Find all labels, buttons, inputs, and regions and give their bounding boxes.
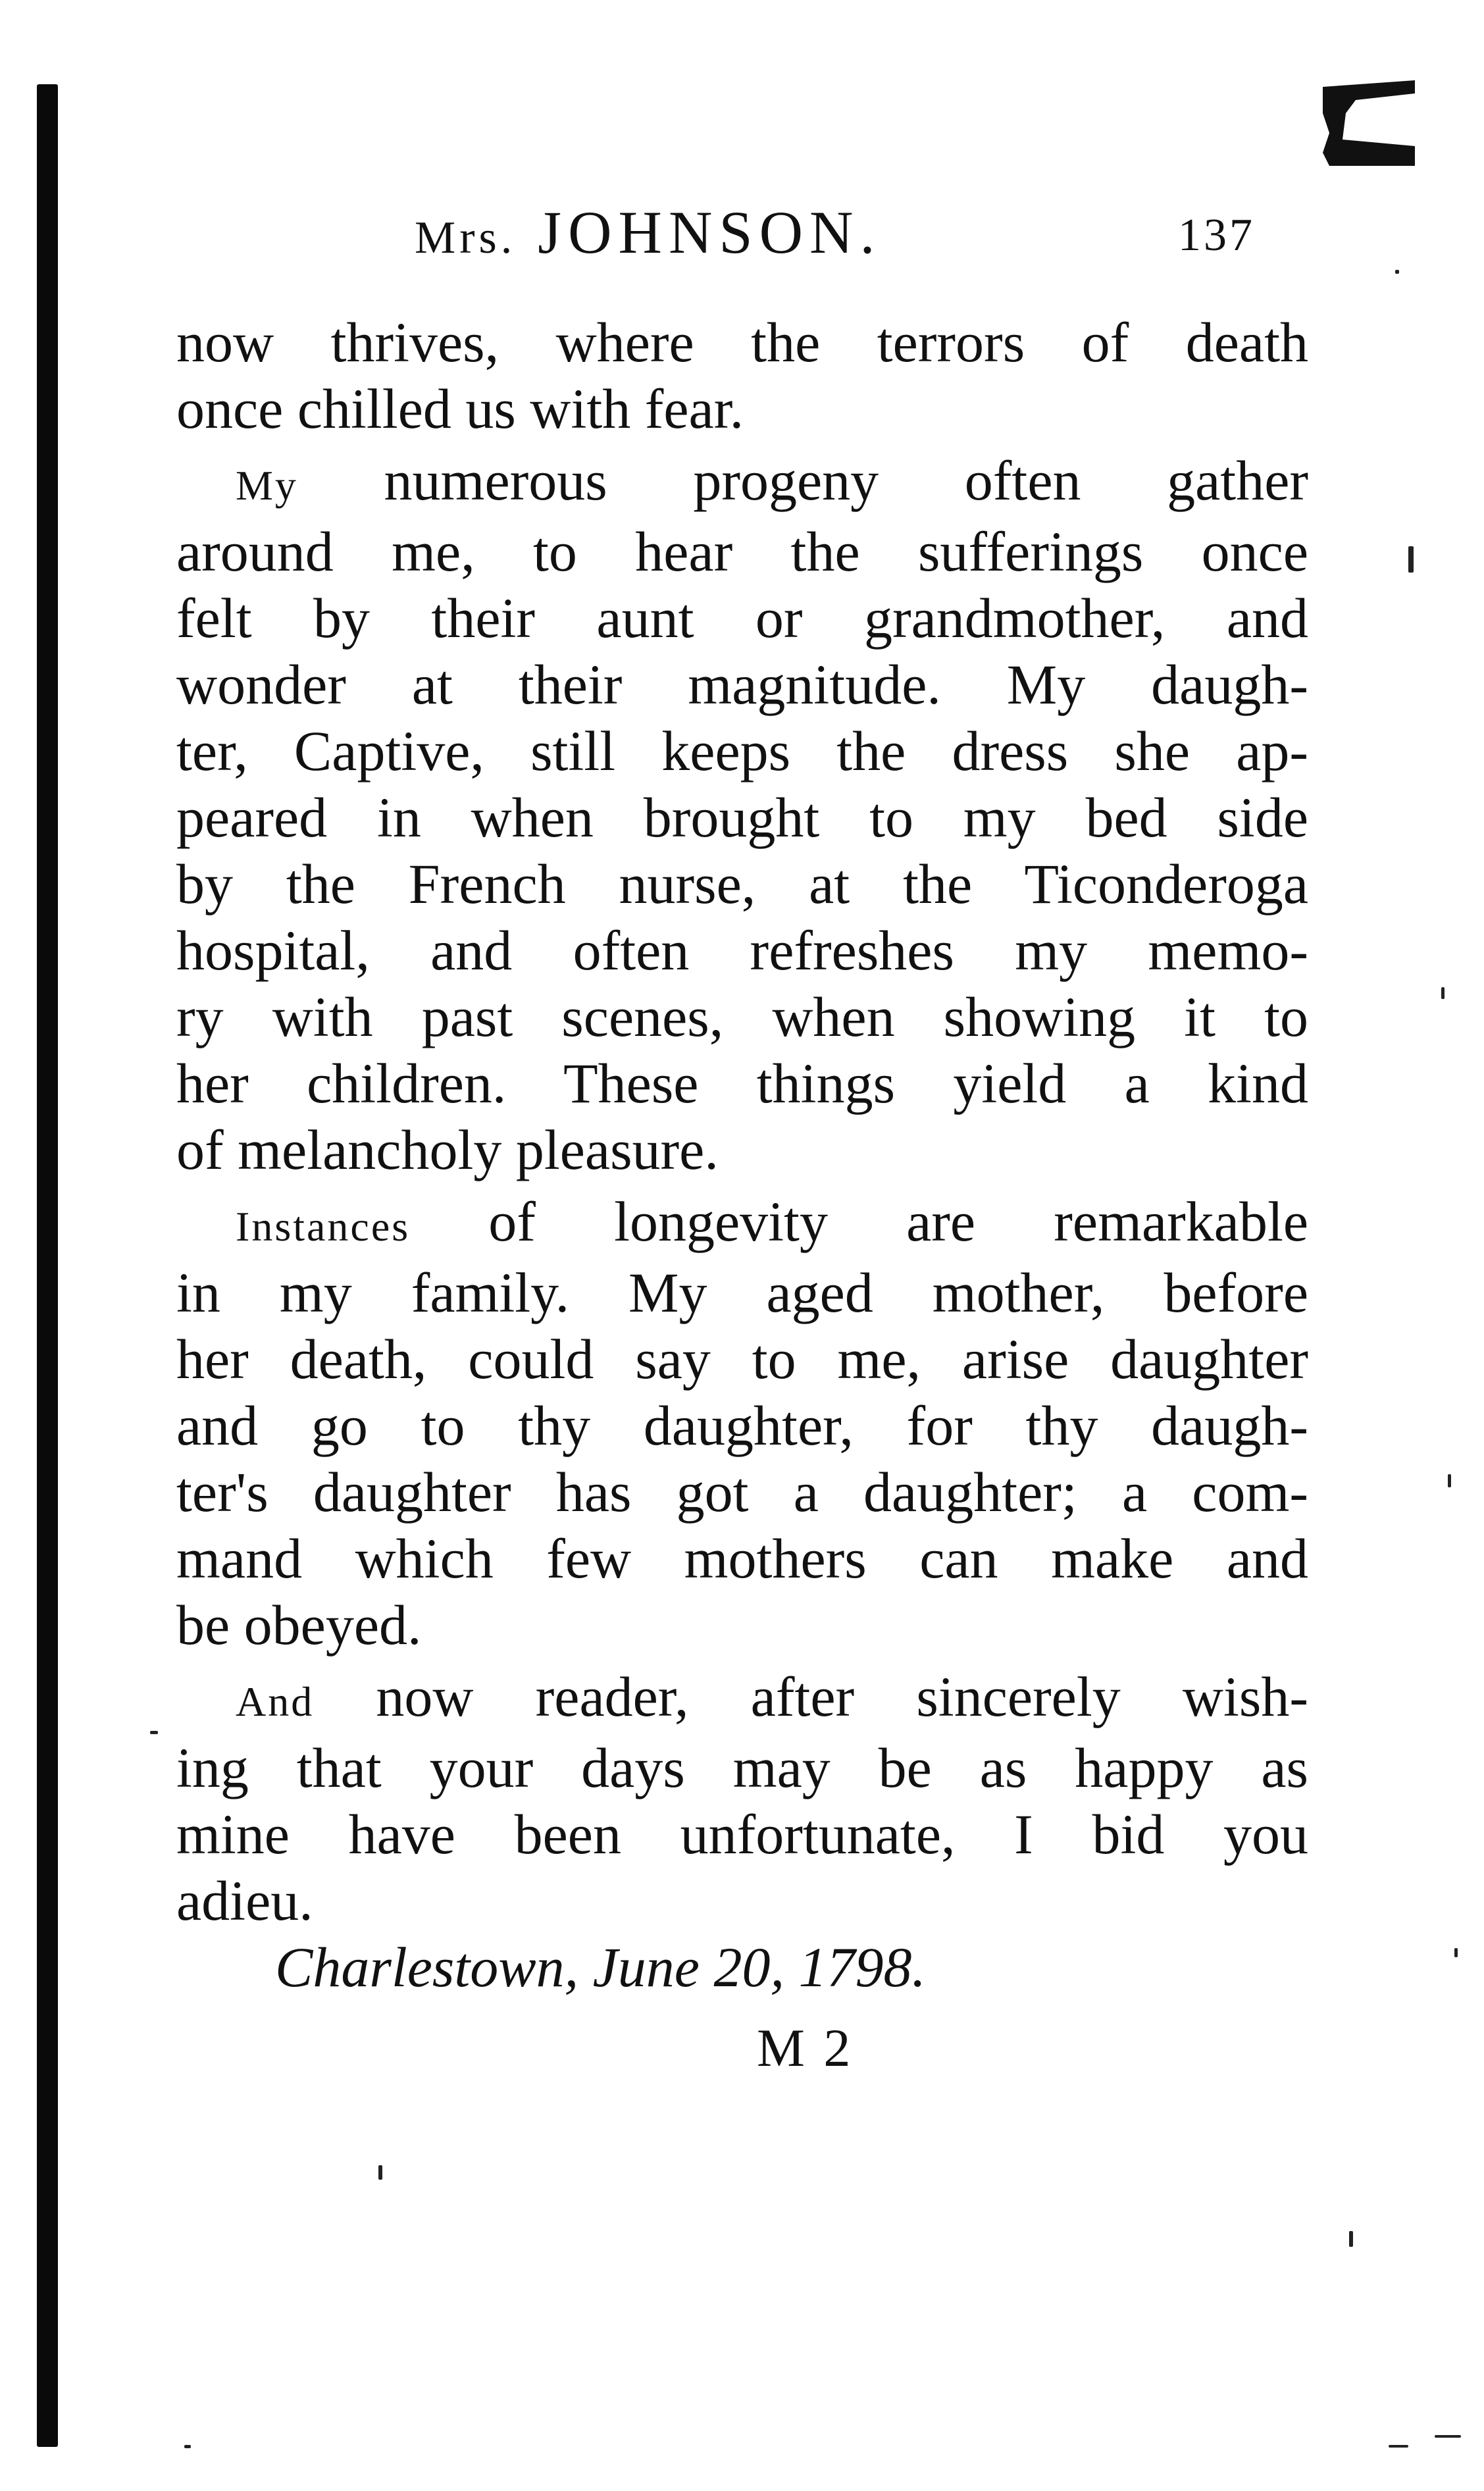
running-head — [415, 197, 881, 267]
scan-speck — [1349, 2231, 1353, 2247]
text-line: her children. These things yield a kind — [176, 1052, 1308, 1115]
scan-speck — [184, 2445, 191, 2448]
text-line: peared in when brought to my bed side — [176, 786, 1308, 849]
paragraph-lead: Instances — [236, 1203, 411, 1250]
paragraph-1 — [176, 309, 1308, 442]
text-line: her death, could say to me, arise daughter — [176, 1327, 1308, 1391]
dateline — [176, 1934, 1308, 2001]
page-number: 137 — [1178, 210, 1255, 261]
running-head-name: JOHNSON. — [538, 199, 882, 266]
signature-mark: M 2 — [757, 2018, 854, 2078]
scan-speck — [1448, 1474, 1451, 1487]
text-run: of longevity are remarkable — [488, 1190, 1309, 1253]
scan-speck — [1395, 270, 1399, 274]
scan-speck — [1389, 2445, 1408, 2448]
text-line: ter, Captive, still keeps the dress she ap- — [176, 719, 1308, 783]
page-edge-rule — [37, 84, 58, 2447]
text-line: and go to thy daughter, for thy daugh- — [176, 1394, 1308, 1457]
torn-corner-mark — [1316, 74, 1415, 166]
text-line: once chilled us with fear. — [176, 377, 744, 440]
text-line: now thrives, where the terrors of death — [176, 311, 1308, 374]
text-line: of melancholy pleasure. — [176, 1118, 719, 1181]
scan-speck — [1441, 987, 1445, 999]
text-line: adieu. — [176, 1869, 313, 1932]
text-line: ry with past scenes, when showing it to — [176, 985, 1308, 1048]
text-line — [176, 1189, 1308, 1260]
scan-speck — [1454, 1948, 1458, 1957]
running-head-prefix: Mrs. — [415, 213, 517, 263]
scan-speck — [150, 1731, 158, 1734]
paragraph-2 — [176, 448, 1308, 1183]
text-line: hospital, and often refreshes my memo- — [176, 919, 1308, 982]
scan-speck — [378, 2165, 382, 2180]
dateline-place: Charlestown, — [275, 1936, 579, 1999]
body-text — [176, 309, 1308, 2001]
text-line: ing that your days may be as happy as — [176, 1736, 1308, 1799]
paragraph-lead: And — [236, 1678, 315, 1725]
text-line — [176, 448, 1308, 519]
dateline-date: June 20, 1798. — [592, 1936, 926, 1999]
paragraph-4 — [176, 1664, 1308, 1934]
text-line: mand which few mothers can make and — [176, 1527, 1308, 1590]
text-line: be obeyed. — [176, 1593, 422, 1656]
text-run: numerous progeny often gather — [384, 449, 1309, 512]
text-line: around me, to hear the sufferings once — [176, 520, 1308, 583]
text-line — [176, 1664, 1308, 1735]
scan-speck — [1435, 2435, 1461, 2438]
text-line: ter's daughter has got a daughter; a com- — [176, 1460, 1308, 1524]
text-line: felt by their aunt or grandmother, and — [176, 586, 1308, 650]
text-line: in my family. My aged mother, before — [176, 1261, 1308, 1324]
text-run: now reader, after sincerely wish- — [376, 1665, 1309, 1728]
paragraph-3 — [176, 1189, 1308, 1658]
text-line: mine have been unfortunate, I bid you — [176, 1803, 1308, 1866]
text-line: by the French nurse, at the Ticonderoga — [176, 852, 1308, 915]
text-line: wonder at their magnitude. My daugh- — [176, 653, 1308, 716]
scan-speck — [1408, 546, 1414, 573]
paragraph-lead: My — [236, 462, 298, 509]
